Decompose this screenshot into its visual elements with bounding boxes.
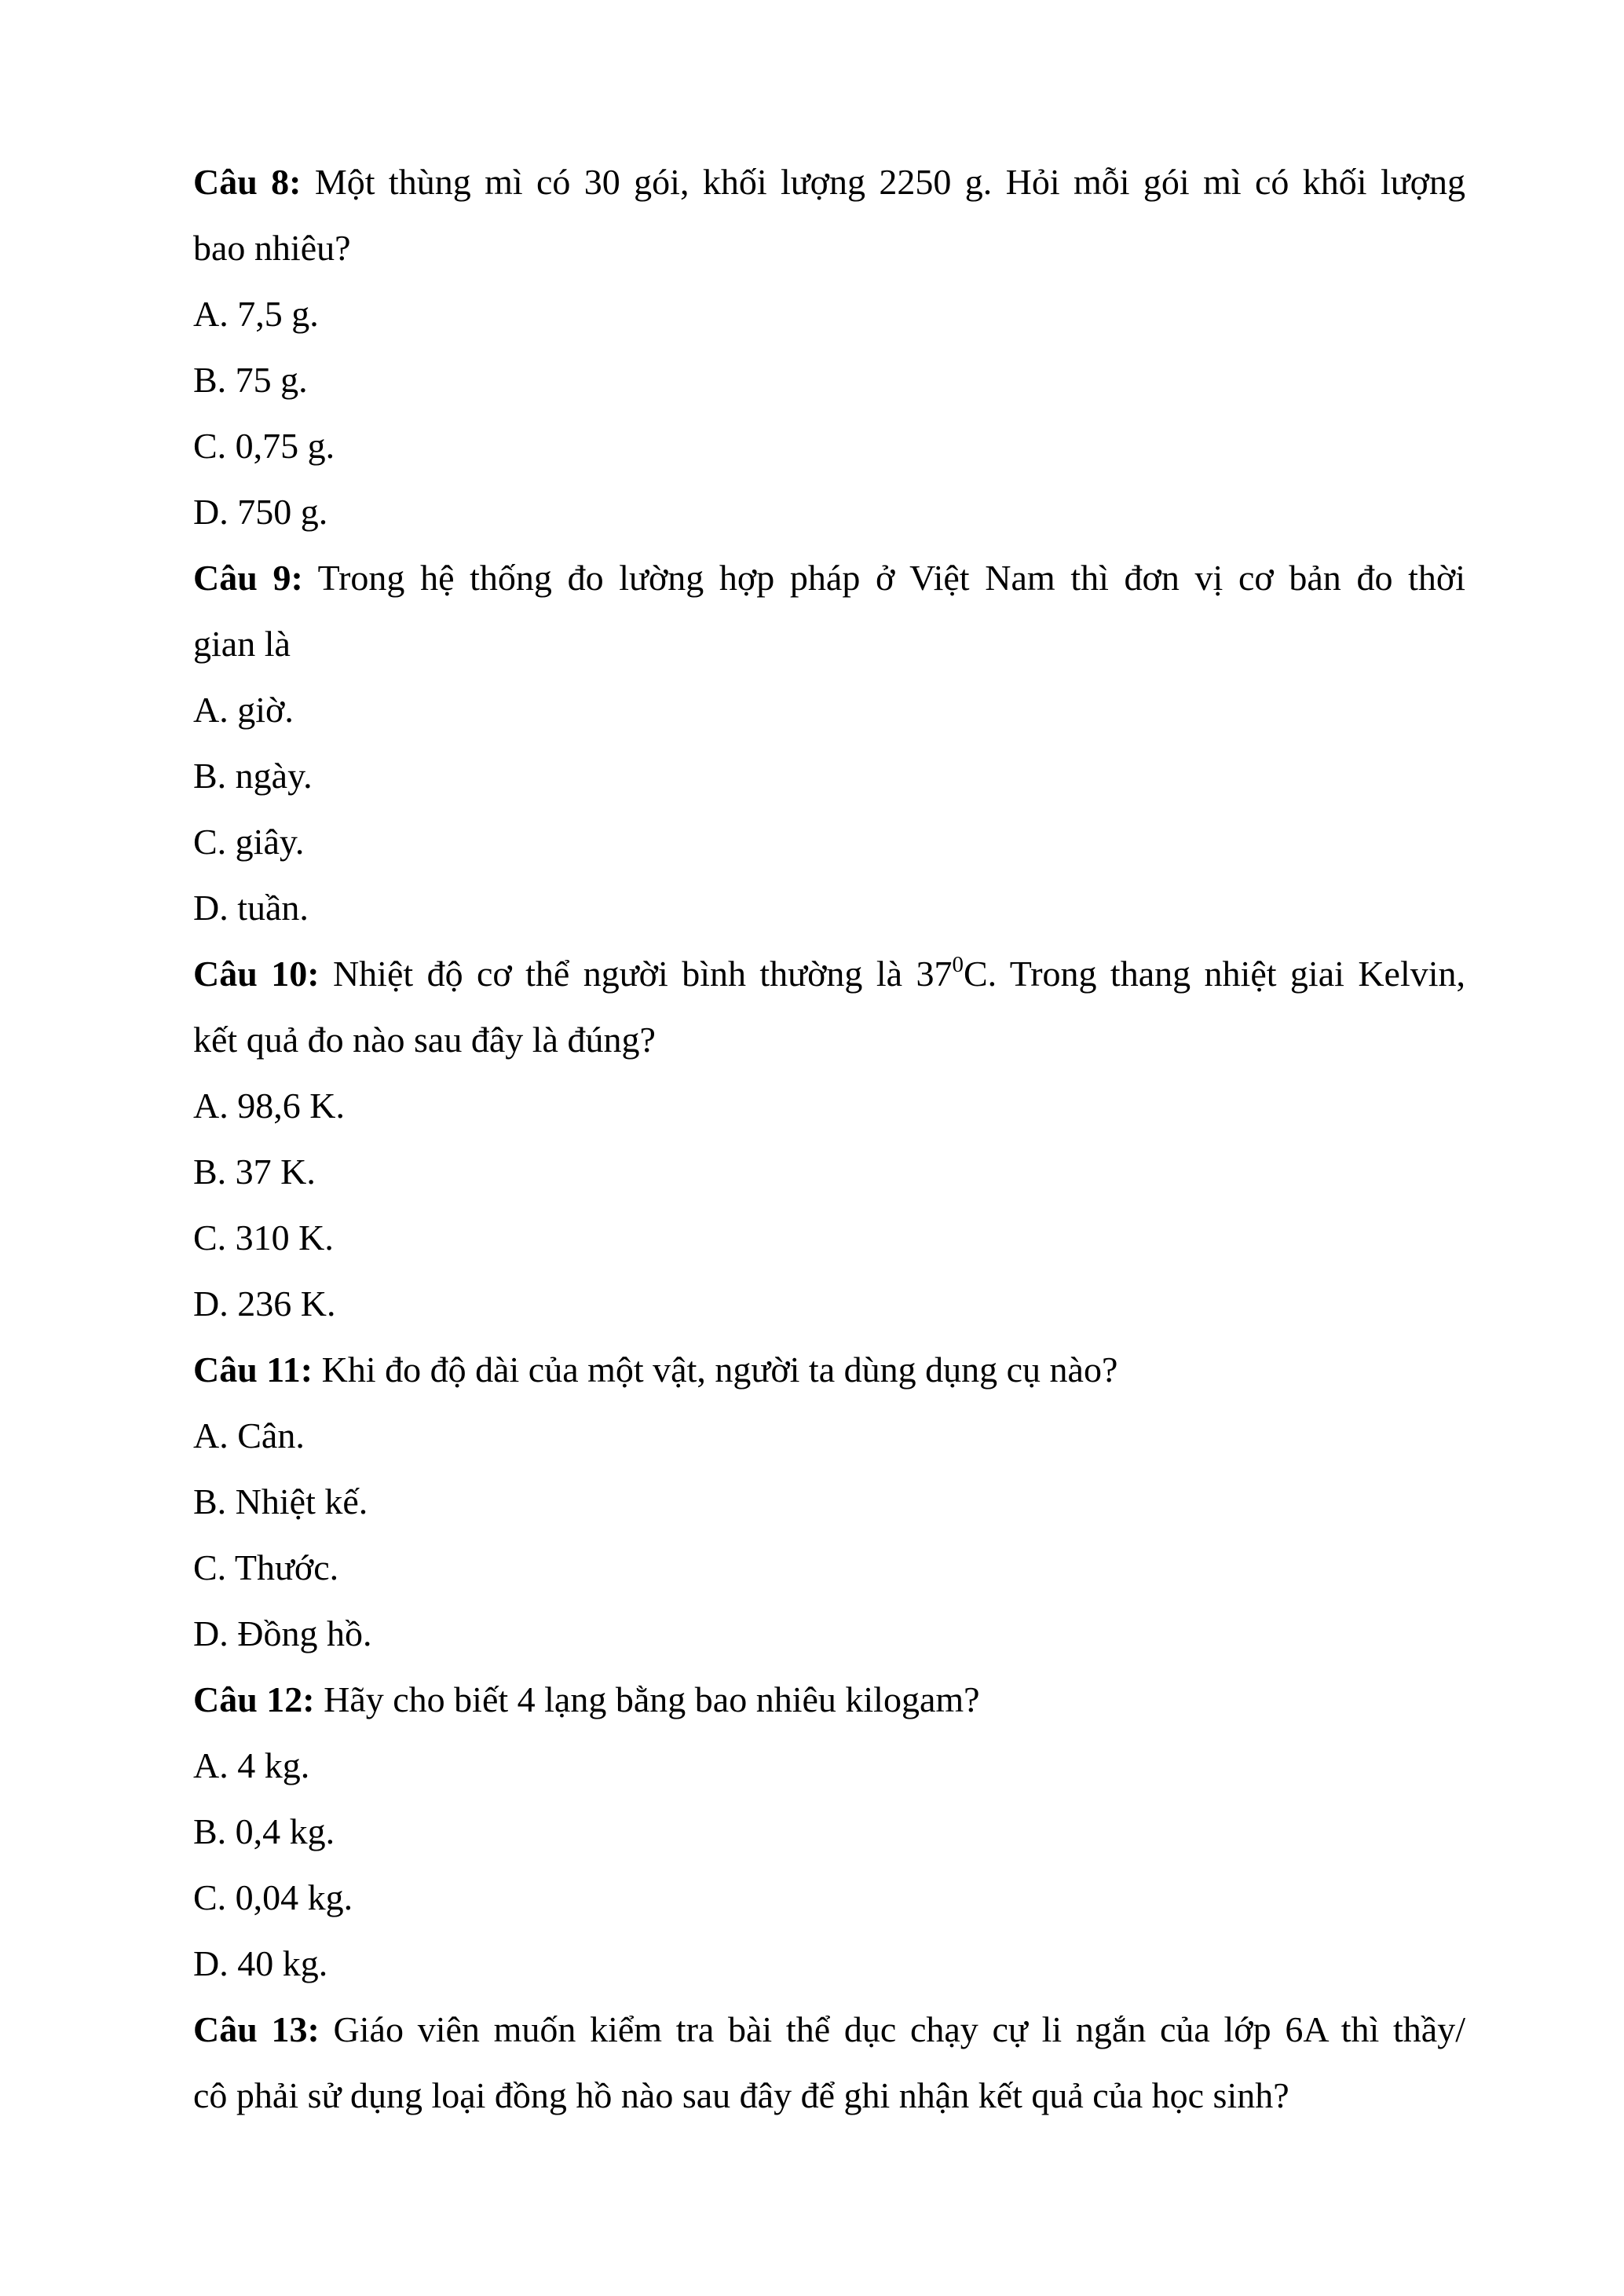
question-12-text: Hãy cho biết 4 lạng bằng bao nhiêu kilogam?: [314, 1679, 980, 1719]
question-10-option-a: A. 98,6 K.: [193, 1086, 345, 1126]
question-10-option-c: C. 310 K.: [193, 1218, 334, 1258]
question-11-option-d: D. Đồng hồ.: [193, 1613, 372, 1653]
question-9-text: Trong hệ thống đo lường hợp pháp ở Việt Nam thì đơn vị cơ bản đo thời: [302, 558, 1465, 598]
question-10-option-b: B. 37 K.: [193, 1152, 316, 1192]
question-12-option-c: C. 0,04 kg.: [193, 1877, 353, 1917]
degree-superscript: 0: [952, 952, 964, 977]
question-12-option-a: A. 4 kg.: [193, 1745, 310, 1785]
question-10-label: Câu 10:: [193, 954, 320, 994]
question-11-option-a: A. Cân.: [193, 1415, 305, 1456]
question-11-option-c: C. Thước.: [193, 1547, 339, 1587]
question-10-line-2: kết quả đo nào sau đây là đúng?: [193, 1020, 656, 1060]
question-9-line-2: gian là: [193, 624, 291, 664]
question-10-line-1: [193, 941, 1465, 1007]
question-11-label: Câu 11:: [193, 1349, 313, 1390]
question-9-line-1: [193, 545, 1465, 611]
question-9-option-b: B. ngày.: [193, 756, 313, 796]
question-8-option-d: D. 750 g.: [193, 492, 328, 532]
question-11-line-1: [193, 1337, 1465, 1403]
question-8-option-b: B. 75 g.: [193, 360, 308, 400]
question-8-text: Một thùng mì có 30 gói, khối lượng 2250 g. Hỏi mỗi gói mì có khối lượng: [301, 162, 1465, 202]
question-8-label: Câu 8:: [193, 162, 302, 202]
question-8-line-2: bao nhiêu?: [193, 228, 351, 268]
document-page: [193, 149, 1465, 2129]
question-10-option-d: D. 236 K.: [193, 1283, 336, 1324]
question-13-line-2: cô phải sử dụng loại đồng hồ nào sau đây để ghi nhận kết quả của học sinh?: [193, 2075, 1289, 2115]
question-12-label: Câu 12:: [193, 1679, 315, 1719]
question-10-text-after: C. Trong thang nhiệt giai Kelvin,: [963, 954, 1466, 994]
question-8-option-a: A. 7,5 g.: [193, 294, 319, 334]
question-12-line-1: [193, 1667, 1465, 1733]
question-9-option-d: D. tuần.: [193, 888, 309, 928]
question-9-option-c: C. giây.: [193, 822, 305, 862]
question-11-option-b: B. Nhiệt kế.: [193, 1481, 368, 1522]
question-12-option-d: D. 40 kg.: [193, 1943, 328, 1983]
question-9-option-a: A. giờ.: [193, 690, 294, 730]
question-11-text: Khi đo độ dài của một vật, người ta dùng dụng cụ nào?: [313, 1349, 1118, 1390]
question-12-option-b: B. 0,4 kg.: [193, 1811, 335, 1851]
question-9-label: Câu 9:: [193, 558, 303, 598]
question-10-text: [320, 954, 1465, 994]
question-8-line-1: [193, 149, 1465, 215]
question-13-text: Giáo viên muốn kiểm tra bài thể dục chạy cự li ngắn của lớp 6A thì thầy/: [319, 2009, 1465, 2049]
question-13-line-1: [193, 1997, 1465, 2063]
question-10-text-before: Nhiệt độ cơ thể người bình thường là 37: [319, 954, 953, 994]
question-8-option-c: C. 0,75 g.: [193, 426, 335, 466]
question-13-label: Câu 13:: [193, 2009, 320, 2049]
